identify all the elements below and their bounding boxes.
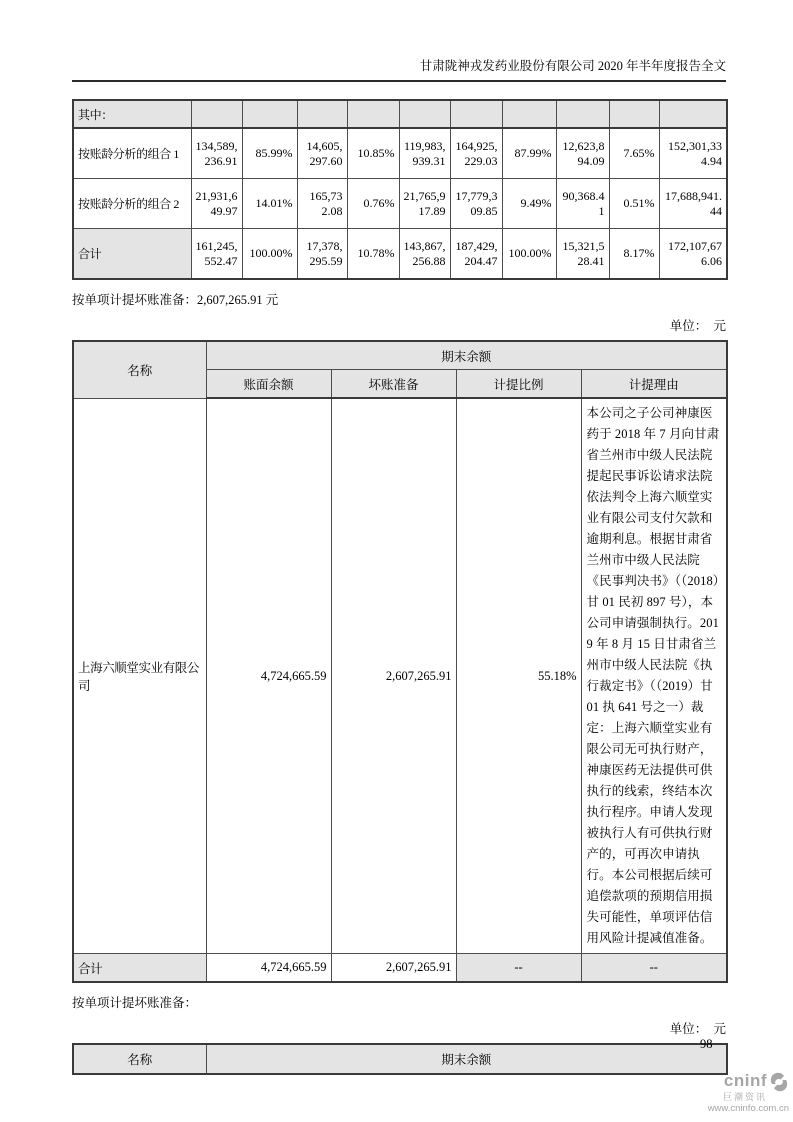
cninfo-logo: [708, 1072, 789, 1114]
row-label: 其中：: [73, 100, 191, 128]
cell-value: 10.85%: [347, 128, 399, 179]
aging-combination-table: [72, 99, 728, 280]
next-provision-table-header: [72, 1043, 728, 1075]
cell-value: 165,732.08: [297, 179, 347, 229]
empty-cell: [502, 100, 556, 128]
total-provision-reason: --: [581, 954, 727, 983]
total-bad-debt-provision: 2,607,265.91: [331, 954, 456, 983]
cell-provision-ratio: 55.18%: [456, 398, 581, 954]
row-label: 合计: [73, 229, 191, 280]
empty-cell: [609, 100, 659, 128]
unit-label: 单位： 元: [669, 319, 726, 333]
row-label: 按账龄分析的组合 1: [73, 128, 191, 179]
company-name: 上海六顺堂实业有限公司: [73, 398, 206, 954]
note-individual-provision: 按单项计提坏账准备：2,607,265.91 元: [72, 293, 279, 307]
cell-value: 14,605,297.60: [297, 128, 347, 179]
table-row-total: [73, 954, 727, 983]
table-row: [73, 398, 727, 954]
cell-value: 0.76%: [347, 179, 399, 229]
empty-cell: [347, 100, 399, 128]
cell-value: 17,779,309.85: [450, 179, 502, 229]
cell-value: 143,867,256.88: [399, 229, 450, 280]
table-header-row: [73, 341, 727, 370]
cell-value: 90,368.41: [556, 179, 609, 229]
header-bad-debt-provision: 坏账准备: [331, 370, 456, 399]
cninfo-logo-row: [708, 1072, 789, 1092]
header-book-balance: 账面余额: [206, 370, 331, 399]
cell-value: 21,765,917.89: [399, 179, 450, 229]
empty-cell: [399, 100, 450, 128]
cell-value: 14.01%: [242, 179, 297, 229]
cell-value: 161,245,552.47: [191, 229, 242, 280]
cell-book-balance: 4,724,665.59: [206, 398, 331, 954]
empty-cell: [297, 100, 347, 128]
cell-value: 119,983,939.31: [399, 128, 450, 179]
cninfo-logo-url: www.cninfo.com.cn: [707, 1102, 789, 1114]
header-provision-reason: 计提理由: [581, 370, 727, 399]
cell-value: 0.51%: [609, 179, 659, 229]
individual-provision-table: [72, 340, 728, 983]
empty-cell: [191, 100, 242, 128]
unit-label-2: 单位： 元: [669, 1022, 726, 1036]
total-provision-ratio: --: [456, 954, 581, 983]
cell-value: 100.00%: [242, 229, 297, 280]
row-label: 按账龄分析的组合 2: [73, 179, 191, 229]
header-name: 名称: [73, 341, 206, 398]
cell-value: 164,925,229.03: [450, 128, 502, 179]
cell-value: 134,589,236.91: [191, 128, 242, 179]
cell-value: 187,429,204.47: [450, 229, 502, 280]
cell-bad-debt-provision: 2,607,265.91: [331, 398, 456, 954]
cell-value: 87.99%: [502, 128, 556, 179]
header-provision-ratio: 计提比例: [456, 370, 581, 399]
cell-value: 152,301,334.94: [659, 128, 727, 179]
table-row-total: [73, 229, 727, 280]
header-group-ending-balance: 期末余额: [206, 341, 727, 370]
cell-value: 8.17%: [609, 229, 659, 280]
page-number: 98: [700, 1037, 713, 1051]
empty-cell: [659, 100, 727, 128]
cell-value: 17,688,941.44: [659, 179, 727, 229]
cell-value: 21,931,649.97: [191, 179, 242, 229]
cell-value: 9.49%: [502, 179, 556, 229]
report-header-title: 甘肃陇神戎发药业股份有限公司 2020 年半年度报告全文: [72, 56, 726, 82]
cell-value: 7.65%: [609, 128, 659, 179]
empty-cell: [450, 100, 502, 128]
note-individual-provision-2: 按单项计提坏账准备：: [72, 996, 198, 1010]
cell-value: 12,623,894.09: [556, 128, 609, 179]
header-group-ending-balance: 期末余额: [206, 1044, 727, 1074]
header-name: 名称: [73, 1044, 206, 1074]
table-row: [73, 179, 727, 229]
cell-value: 10.78%: [347, 229, 399, 280]
empty-cell: [556, 100, 609, 128]
table-header-row: [73, 1044, 727, 1074]
table-row: [73, 128, 727, 179]
cninfo-logo-chinese-name: 巨潮资讯: [722, 1091, 767, 1102]
cell-value: 100.00%: [502, 229, 556, 280]
cninfo-swirl-icon: [769, 1072, 789, 1092]
cell-provision-reason: 本公司之子公司神康医药于 2018 年 7 月向甘肃省兰州市中级人民法院提起民事诉讼请求法院依法判令上海六顺堂实业有限公司支付欠款和逾期利息。根据甘肃省兰州市中级人民法院《民事判决书》（（2018）甘 01 民初 897 号），本公司申请强制执行。2019 年 8 月 15 日甘肃省兰州市中级人民法院《执行裁定书》（（2019）甘 01 执 641 号之一）裁定：上海六顺堂实业有限公司无可执行财产，神康医药无法提供可供执行的线索，终结本次执行程序。申请人发现被执行人有可供执行财产的，可再次申请执行。本公司根据后续可追偿款项的预期信用损失可能性，单项评估信用风险计提减值准备。: [581, 398, 727, 954]
cell-value: 17,378,295.59: [297, 229, 347, 280]
total-label: 合计: [73, 954, 206, 983]
cell-value: 85.99%: [242, 128, 297, 179]
cell-value: 172,107,676.06: [659, 229, 727, 280]
cninfo-logo-wordmark: cninf: [723, 1071, 767, 1091]
empty-cell: [242, 100, 297, 128]
table-row: [73, 100, 727, 128]
cell-value: 15,321,528.41: [556, 229, 609, 280]
total-book-balance: 4,724,665.59: [206, 954, 331, 983]
